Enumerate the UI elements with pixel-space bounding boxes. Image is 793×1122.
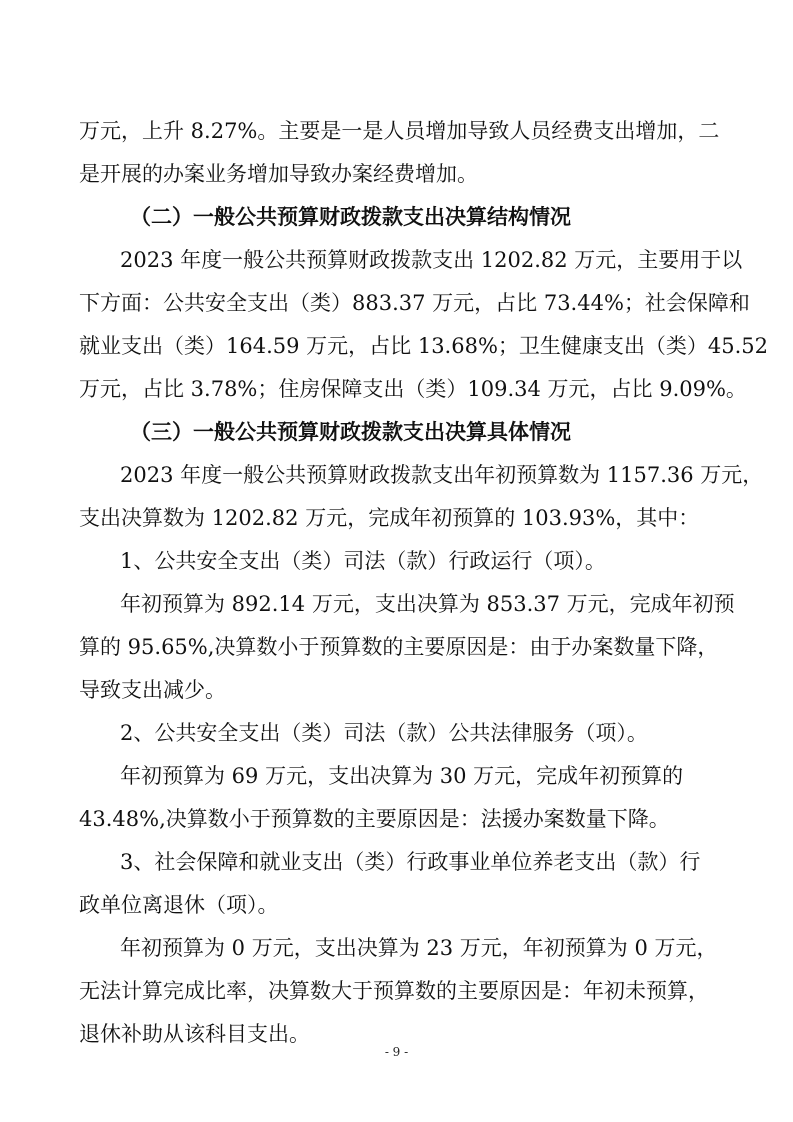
paragraph-line: 年初预算为 0 万元，支出决算为 23 万元，年初预算为 0 万元， (120, 936, 718, 960)
paragraph-line: 万元，占比 3.78%；住房保障支出（类）109.34 万元，占比 9.09%。 (79, 377, 747, 401)
page-number: - 9 - (384, 1045, 409, 1059)
paragraph-line: 年初预算为 69 万元，支出决算为 30 万元，完成年初预算的 (120, 764, 684, 788)
paragraph-line: 就业支出（类）164.59 万元，占比 13.68%；卫生健康支出（类）45.52 (79, 334, 769, 358)
paragraph-line: 43.48%,决算数小于预算数的主要原因是：法援办案数量下降。 (79, 807, 670, 831)
paragraph-line: 退休补助从该科目支出。 (79, 1022, 310, 1046)
list-item-title: 1、公共安全支出（类）司法（款）行政运行（项）。 (120, 549, 606, 573)
list-item-title: 2、公共安全支出（类）司法（款）公共法律服务（项）。 (120, 721, 648, 745)
list-item-title: 3、社会保障和就业支出（类）行政事业单位养老支出（款）行 (120, 850, 701, 874)
paragraph-line: 支出决算数为 1202.82 万元，完成年初预算的 103.93%，其中： (79, 506, 700, 530)
paragraph-line: 无法计算完成比率，决算数大于预算数的主要原因是：年初未预算， (79, 979, 709, 1003)
paragraph-line: 年初预算为 892.14 万元，支出决算为 853.37 万元，完成年初预 (120, 592, 735, 616)
paragraph-line: 下方面：公共安全支出（类）883.37 万元，占比 73.44%；社会保障和 (79, 291, 750, 315)
paragraph-line: 2023 年度一般公共预算财政拨款支出年初预算数为 1157.36 万元， (120, 463, 764, 487)
paragraph-line: 政单位离退休（项）。 (79, 893, 279, 917)
paragraph-line: 导致支出减少。 (79, 678, 226, 702)
section-heading: （三）一般公共预算财政拨款支出决算具体情况 (130, 420, 571, 444)
paragraph-line: 是开展的办案业务增加导致办案经费增加。 (79, 162, 478, 186)
paragraph-line: 算的 95.65%,决算数小于预算数的主要原因是：由于办案数量下降， (79, 635, 719, 659)
paragraph-line: 万元，上升 8.27%。主要是一是人员增加导致人员经费支出增加，二 (79, 119, 720, 143)
section-heading: （二）一般公共预算财政拨款支出决算结构情况 (130, 205, 571, 229)
paragraph-line: 2023 年度一般公共预算财政拨款支出 1202.82 万元，主要用于以 (120, 248, 743, 272)
